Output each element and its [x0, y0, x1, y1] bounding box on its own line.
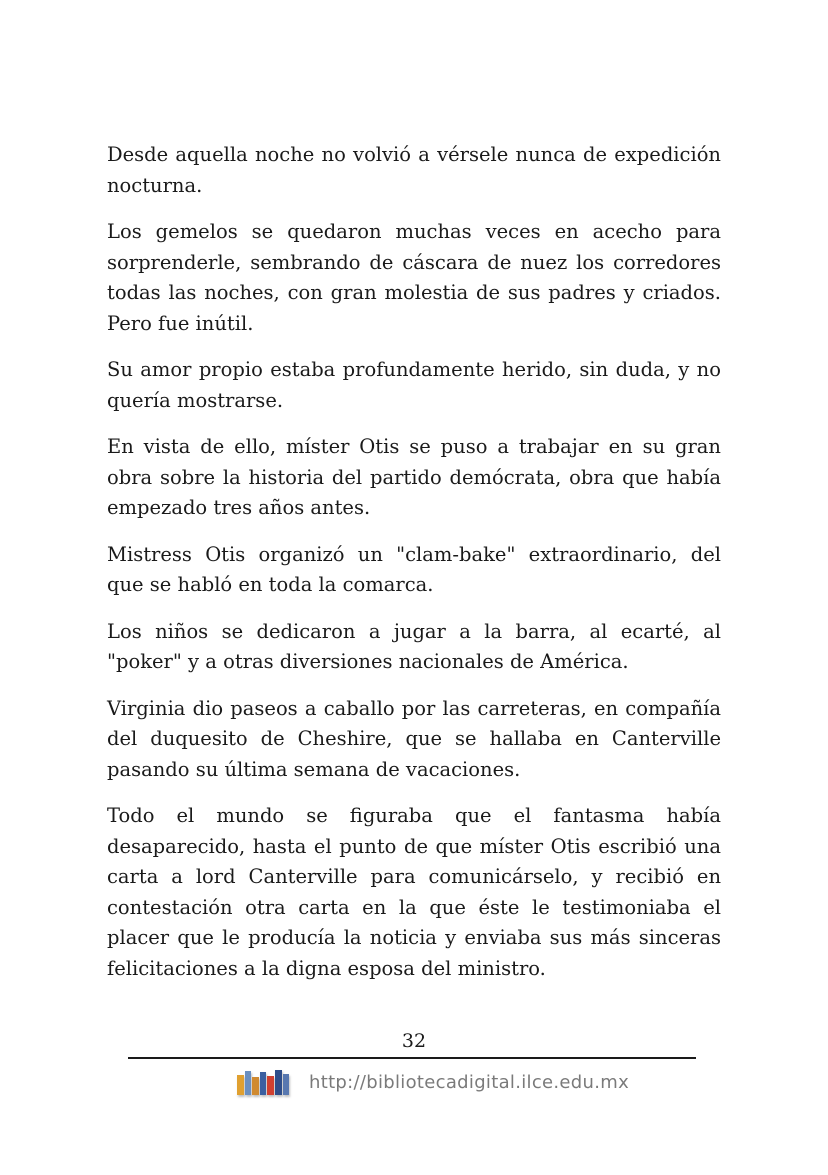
paragraph: Los gemelos se quedaron muchas veces en acecho para sorprenderle, sembrando de cáscara de nuez los corredores todas las noches, con gran molestia de sus padres y criados. Pero fue inútil.: [107, 220, 721, 335]
paragraph: Los niños se dedicaron a jugar a la barra, al ecarté, al "poker" y a otras diversiones nacionales de América.: [107, 619, 721, 673]
footer-url-link[interactable]: http://bibliotecadigital.ilce.edu.mx: [309, 1071, 630, 1093]
body-text: [107, 140, 721, 1000]
paragraph: Mistress Otis organizó un "clam-bake" extraordinario, del que se habló en toda la comarca.: [107, 542, 721, 596]
paragraph: Desde aquella noche no volvió a vérsele nunca de expedición nocturna.: [107, 143, 721, 197]
paragraph: En vista de ello, míster Otis se puso a trabajar en su gran obra sobre la historia del partido demócrata, obra que había empezado tres años antes.: [107, 435, 721, 519]
footer: [235, 1067, 629, 1097]
footer-divider: [128, 1057, 696, 1059]
books-logo-icon: [235, 1069, 299, 1095]
paragraph: Todo el mundo se figuraba que el fantasma había desaparecido, hasta el punto de que míster Otis escribió una carta a lord Canterville para comunicárselo, y recibió en contestación otra carta en la que éste le testimoniaba el placer que le producía la noticia y enviaba sus más sinceras felicitaciones a la digna esposa del ministro.: [107, 804, 721, 980]
paragraph: Su amor propio estaba profundamente herido, sin duda, y no quería mostrarse.: [107, 358, 721, 412]
paragraph: Virginia dio paseos a caballo por las carreteras, en compañía del duquesito de Cheshire, que se hallaba en Canterville pasando su última semana de vacaciones.: [107, 696, 721, 781]
page-number: 32: [401, 1030, 427, 1052]
